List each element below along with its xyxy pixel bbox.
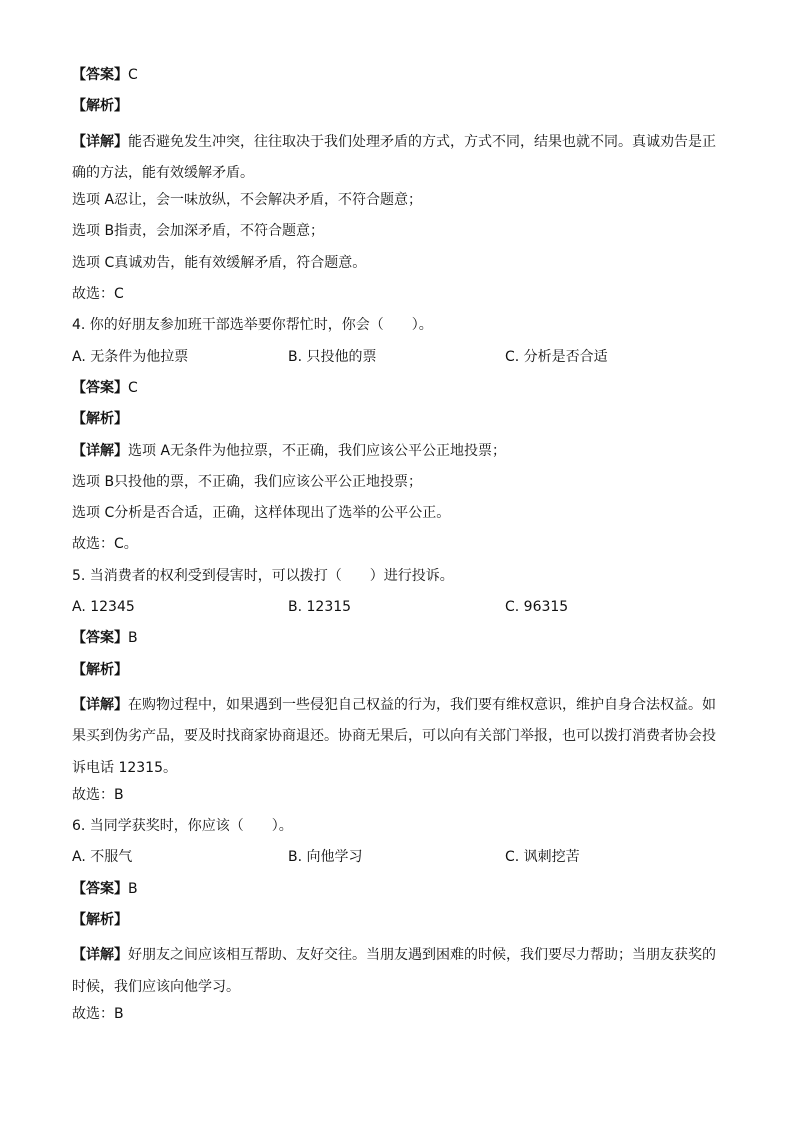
q5-analysis-tag: 【解析】 [72,661,128,678]
answer-value: C [128,67,138,83]
answer-value: C [128,379,138,396]
detail-text: 选项 A无条件为他拉票，不正确，我们应该公平公正地投票； [128,442,507,459]
q5-options [72,596,722,627]
q4-option-c: C. 分析是否合适 [505,348,608,365]
q6-detail [72,940,722,1003]
q6-option-c: C. 讽刺挖苦 [505,849,580,866]
q3-detail [72,127,722,190]
q3-option-b-explanation: 选项 B指责，会加深矛盾，不符合题意； [72,223,325,240]
q3-choice: 故选：C [72,286,124,303]
detail-text: 好朋友之间应该相互帮助、友好交往。当朋友遇到困难的时候，我们要尽力帮助；当朋友获奖的时候，我们应该向他学习。 [72,947,716,995]
q6-analysis-tag: 【解析】 [72,912,128,929]
detail-tag: 【详解】 [72,442,128,459]
q4-option-a: A. 无条件为他拉票 [72,348,189,365]
q4-detail-line-2: 选项 B只投他的票，不正确，我们应该公平公正地投票； [72,473,423,490]
answer-tag: 【答案】 [72,67,128,83]
answer-tag: 【答案】 [72,379,128,396]
q6-option-b: B. 向他学习 [288,849,363,866]
q4-detail-line-3: 选项 C分析是否合适，正确，这样体现出了选举的公平公正。 [72,505,451,522]
q5-option-a: A. 12345 [72,599,135,616]
q4-detail [72,440,722,471]
q4-options [72,346,722,377]
detail-tag: 【详解】 [72,696,128,713]
q4-answer [72,377,722,408]
answer-value: B [128,880,138,897]
q6-option-a: A. 不服气 [72,849,133,866]
detail-text: 在购物过程中，如果遇到一些侵犯自己权益的行为，我们要有维权意识，维护自身合法权益。如果买到伪劣产品，要及时找商家协商退还。协商无果后，可以向有关部门举报，也可以拨打消费者协会投诉电话 12315。 [72,696,716,776]
answer-tag: 【答案】 [72,880,128,897]
q5-detail [72,690,722,784]
q5-option-c: C. 96315 [505,599,569,616]
answer-value: B [128,630,138,647]
q6-options [72,846,722,877]
q5-option-b: B. 12315 [288,599,352,616]
document-page [72,64,722,1034]
q3-option-a-explanation: 选项 A忍让，会一味放纵，不会解决矛盾，不符合题意； [72,192,423,209]
q5-stem: 5. 当消费者的权利受到侵害时，可以拨打（ ）进行投诉。 [72,567,454,584]
q3-option-c-explanation: 选项 C真诚劝告，能有效缓解矛盾，符合题意。 [72,254,367,271]
q3-analysis-tag: 【解析】 [72,98,128,115]
detail-tag: 【详解】 [72,947,128,964]
q6-stem: 6. 当同学获奖时，你应该（ ）。 [72,818,293,835]
q4-analysis-tag: 【解析】 [72,411,128,428]
detail-text: 能否避免发生冲突，往往取决于我们处理矛盾的方式，方式不同，结果也就不同。真诚劝告是正确的方法，能有效缓解矛盾。 [72,133,716,181]
q6-answer [72,878,722,909]
q4-option-b: B. 只投他的票 [288,348,377,365]
answer-tag: 【答案】 [72,630,128,647]
q6-choice: 故选：B [72,1005,124,1022]
detail-tag: 【详解】 [72,133,128,150]
q4-choice: 故选：C。 [72,536,138,553]
q4-stem: 4. 你的好朋友参加班干部选举要你帮忙时，你会（ ）。 [72,317,433,334]
q5-choice: 故选：B [72,786,124,803]
q5-answer [72,627,722,658]
q3-answer [72,64,722,95]
